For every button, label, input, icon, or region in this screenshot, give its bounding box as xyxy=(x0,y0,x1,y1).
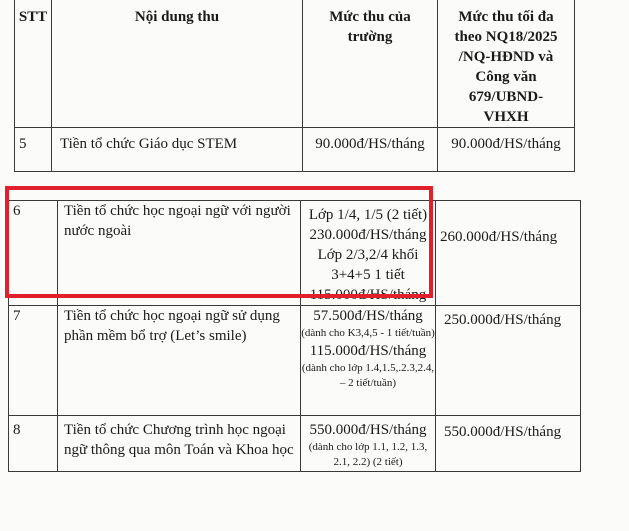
header-muc-thu-line2: trường xyxy=(347,29,393,45)
red-highlight-box xyxy=(5,186,433,298)
row-muc-thu-toi-da: 550.000đ/HS/tháng xyxy=(436,416,581,472)
fee-table-top xyxy=(14,0,575,172)
header-max-line: 679/UBND- xyxy=(468,89,544,105)
row-stt: 5 xyxy=(15,128,52,172)
header-max-line: Công văn xyxy=(475,69,537,85)
header-stt: STT xyxy=(15,0,52,128)
row-stt: 8 xyxy=(9,416,58,472)
header-row xyxy=(15,0,575,128)
row-muc-thu-toi-da: 260.000đ/HS/tháng xyxy=(436,201,581,306)
row-noi-dung: Tiền tổ chức Giáo dục STEM xyxy=(52,128,303,172)
muc-thu-line: 230.000đ/HS/tháng xyxy=(309,227,427,243)
header-max-line: Mức thu tối đa xyxy=(458,9,554,25)
header-noi-dung: Nội dung thu xyxy=(52,0,303,128)
header-max-line: VHXH xyxy=(483,109,529,125)
row-muc-thu-toi-da: 250.000đ/HS/tháng xyxy=(436,306,581,416)
table-row xyxy=(15,128,575,172)
header-muc-thu xyxy=(303,0,438,128)
table-row xyxy=(9,306,581,416)
muc-thu-line: Lớp 1/4, 1/5 (2 tiết) xyxy=(308,207,428,223)
muc-thu-note: (dành cho K3,4,5 - 1 tiết/tuần) xyxy=(301,327,435,339)
muc-thu-line: 57.500đ/HS/tháng xyxy=(313,308,423,324)
row-noi-dung: Tiền tổ chức Chương trình học ngoại ngữ thông qua môn Toán và Khoa học xyxy=(58,416,301,472)
row-stt: 6 xyxy=(9,201,58,306)
row-noi-dung: Tiền tổ chức học ngoại ngữ sử dụng phần mềm bổ trợ (Let’s smile) xyxy=(58,306,301,416)
row-muc-thu xyxy=(301,416,436,472)
header-max-line: theo NQ18/2025 xyxy=(454,29,558,45)
header-max-line: /NQ-HĐND và xyxy=(458,49,554,65)
muc-thu-line: Lớp 2/3,2/4 khối xyxy=(317,247,419,263)
muc-thu-note: (dành cho lớp 1.1, 1.2, 1.3, 2.1, 2.2) (2 tiết) xyxy=(308,441,428,468)
row-muc-thu: 90.000đ/HS/tháng xyxy=(303,128,438,172)
muc-thu-line: 115.000đ/HS/tháng xyxy=(309,343,427,359)
header-muc-thu-line1: Mức thu của xyxy=(329,9,411,25)
muc-thu-note: (dành cho lớp 1.4,1.5,.2.3,2.4, – 2 tiết/tuần) xyxy=(301,362,435,389)
muc-thu-line: 115.000đ/HS/tháng xyxy=(309,287,427,303)
table-row xyxy=(9,416,581,472)
row-noi-dung: Tiền tổ chức học ngoại ngữ với người nước ngoài xyxy=(58,201,301,306)
row-muc-thu-toi-da: 90.000đ/HS/tháng xyxy=(438,128,575,172)
header-muc-thu-toi-da xyxy=(438,0,575,128)
row-stt: 7 xyxy=(9,306,58,416)
muc-thu-line: 550.000đ/HS/tháng xyxy=(309,422,427,438)
muc-thu-line: 3+4+5 1 tiết xyxy=(331,267,405,283)
row-muc-thu xyxy=(301,306,436,416)
